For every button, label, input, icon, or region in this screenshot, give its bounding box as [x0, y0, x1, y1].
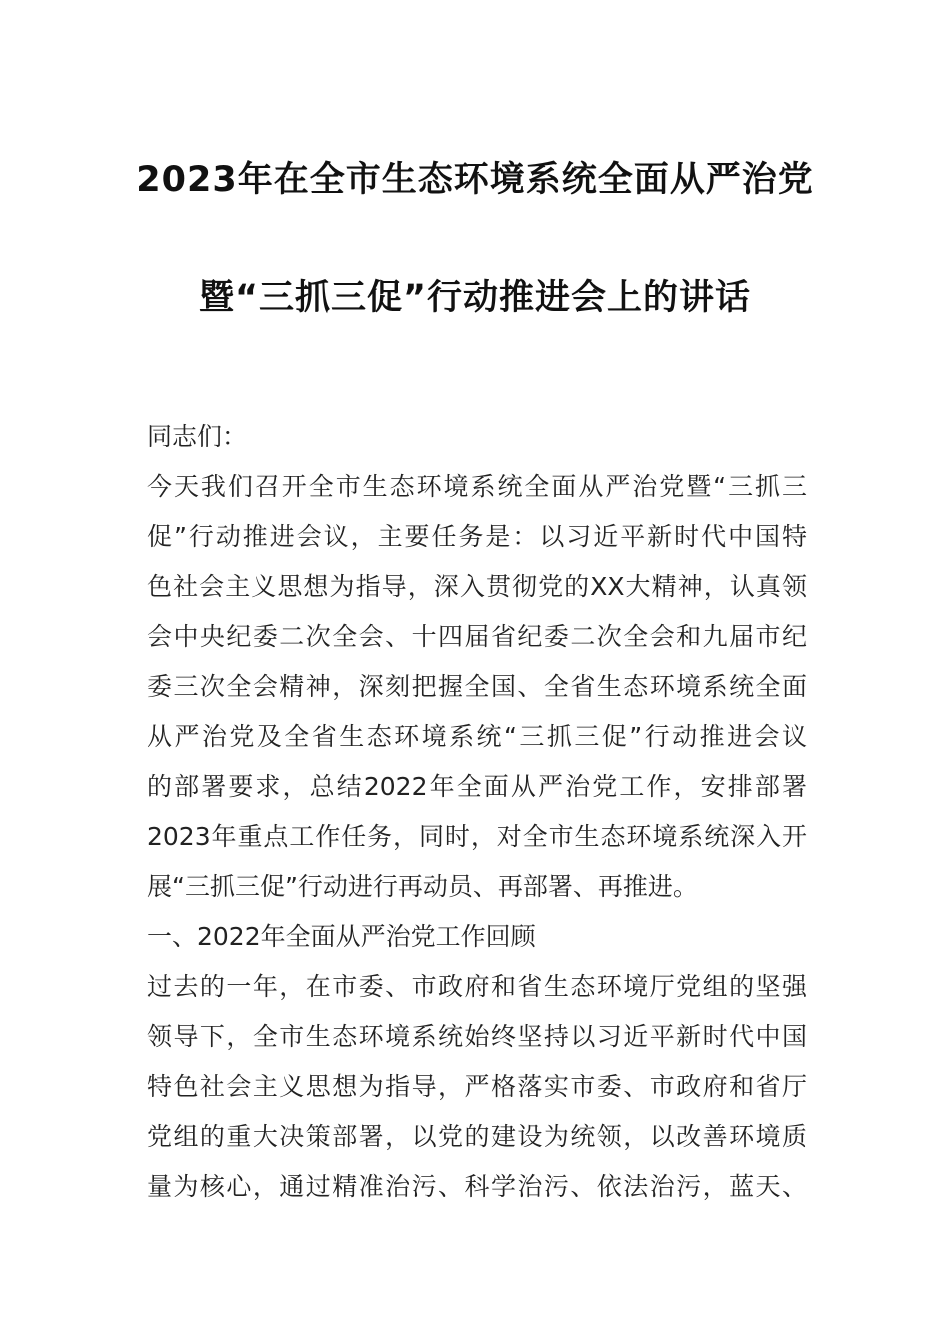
- document-title-line-1: 2023年在全市生态环境系统全面从严治党: [136, 160, 814, 200]
- paragraph-1-line: 的部署要求，总结2022年全面从严治党工作，安排部署: [147, 772, 807, 801]
- document-body: [147, 412, 807, 1212]
- paragraph-2-line: 过去的一年，在市委、市政府和省生态环境厅党组的坚强: [147, 972, 807, 1001]
- paragraph-1-line: 2023年重点工作任务，同时，对全市生态环境系统深入开: [147, 822, 807, 851]
- section-heading-1: 一、2022年全面从严治党工作回顾: [147, 922, 536, 951]
- paragraph-1-line: 色社会主义思想为指导，深入贯彻党的XX大精神，认真领: [147, 572, 807, 601]
- paragraph-1-line: 展“三抓三促”行动进行再动员、再部署、再推进。: [147, 872, 698, 901]
- paragraph-2-line: 党组的重大决策部署，以党的建设为统领，以改善环境质: [147, 1122, 807, 1151]
- salutation: 同志们：: [147, 422, 248, 451]
- paragraph-2-line: 领导下，全市生态环境系统始终坚持以习近平新时代中国: [147, 1022, 807, 1051]
- document-title-line-2: 暨“三抓三促”行动推进会上的讲话: [198, 278, 751, 318]
- paragraph-2-line: 量为核心，通过精准治污、科学治污、依法治污，蓝天、: [147, 1172, 807, 1201]
- paragraph-1-line: 委三次全会精神，深刻把握全国、全省生态环境系统全面: [147, 672, 807, 701]
- paragraph-1-line: 今天我们召开全市生态环境系统全面从严治党暨“三抓三: [147, 472, 807, 501]
- paragraph-1-line: 会中央纪委二次全会、十四届省纪委二次全会和九届市纪: [147, 622, 807, 651]
- paragraph-1-line: 从严治党及全省生态环境系统“三抓三促”行动推进会议: [147, 722, 807, 751]
- paragraph-1-line: 促”行动推进会议，主要任务是：以习近平新时代中国特: [147, 522, 807, 551]
- paragraph-2-line: 特色社会主义思想为指导，严格落实市委、市政府和省厅: [147, 1072, 807, 1101]
